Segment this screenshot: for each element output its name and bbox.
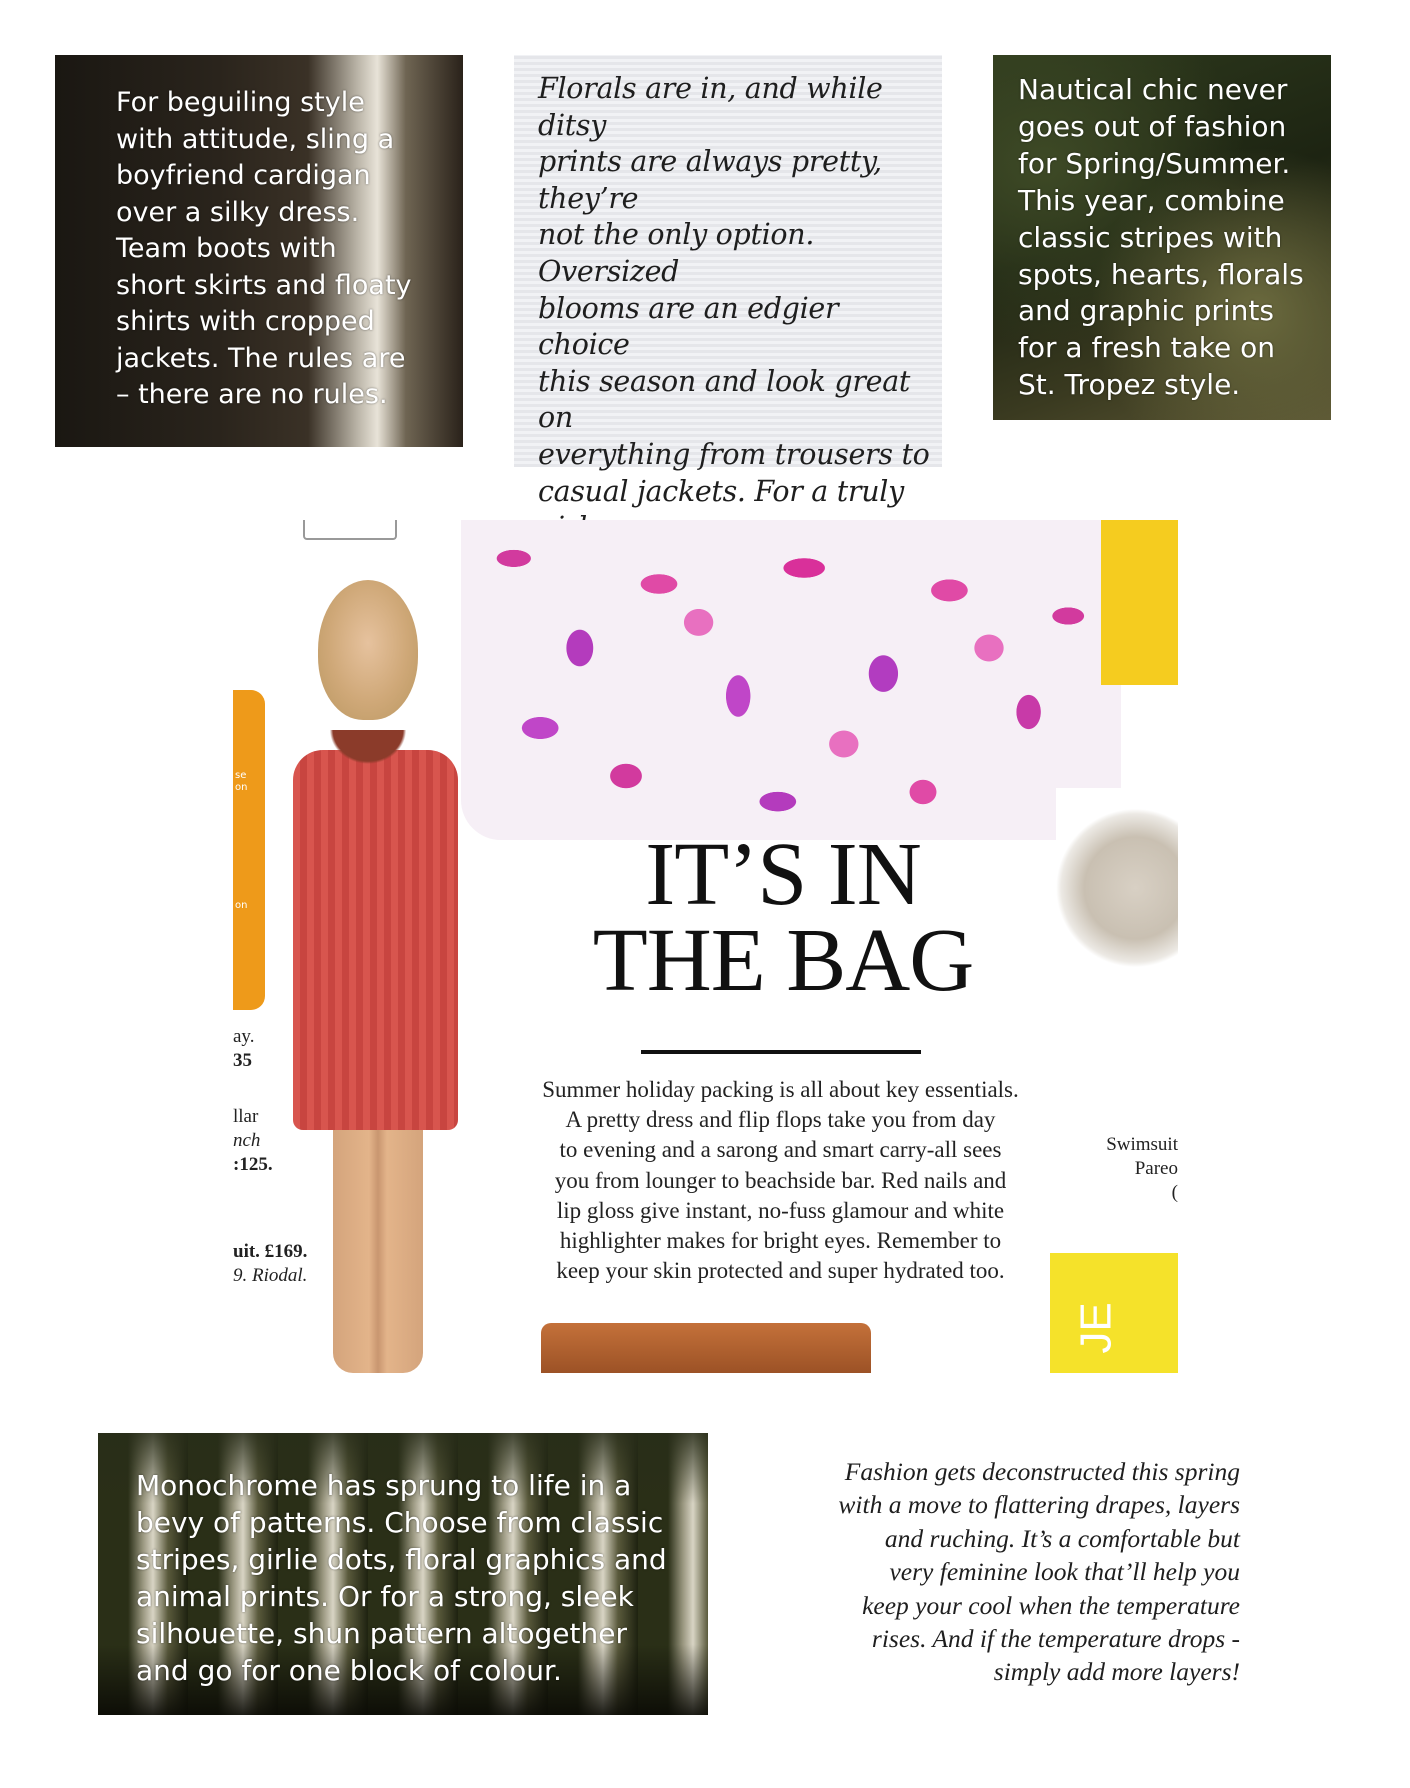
monochrome-text xyxy=(98,1433,708,1689)
text-line: shirts with cropped xyxy=(116,306,375,337)
caption-line: 9. Riodal. xyxy=(233,1265,308,1286)
text-line: St. Tropez style. xyxy=(1018,368,1241,402)
headline-line: IT’S IN xyxy=(645,825,921,924)
text-line: silhouette, shun pattern altogether xyxy=(136,1617,627,1650)
text-line: animal prints. Or for a strong, sleek xyxy=(136,1580,634,1613)
text-line: keep your cool when the temperature xyxy=(862,1590,1240,1620)
text-line: jackets. The rules are xyxy=(116,342,406,374)
floral-bag-image xyxy=(461,520,1121,840)
text-line: and graphic prints xyxy=(1018,294,1274,328)
right-caption xyxy=(1106,1133,1178,1205)
text-line: with a move to flattering drapes, layers xyxy=(838,1490,1240,1520)
text-line: highlighter makes for bright eyes. Remember to xyxy=(559,1228,1002,1254)
monochrome-panel xyxy=(98,1433,708,1715)
product-text: on xyxy=(235,900,248,911)
text-line: not the only option. Oversized xyxy=(538,218,815,288)
model-legs xyxy=(333,1125,423,1373)
text-line: A pretty dress and flip flops take you from day xyxy=(565,1107,996,1133)
text-line: – there are no rules. xyxy=(116,379,388,410)
text-line: with attitude, sling a xyxy=(116,123,395,155)
text-line: everything from trousers to xyxy=(538,437,930,471)
text-line: goes out of fashion xyxy=(1018,109,1287,143)
text-line: boyfriend cardigan xyxy=(116,160,371,191)
text-line: Nautical chic never xyxy=(1018,73,1288,106)
text-line: very feminine look that’ll help you xyxy=(889,1557,1240,1587)
title-divider xyxy=(641,1050,921,1054)
tube-label: JE xyxy=(1071,1302,1121,1354)
text-line: Summer holiday packing is all about key essentials. xyxy=(542,1077,1019,1102)
text-line: casual jackets. For a truly xyxy=(538,474,904,508)
nautical-text xyxy=(993,55,1331,404)
page-title xyxy=(533,825,1033,1010)
text-line: and ruching. It’s a comfortable but xyxy=(884,1523,1240,1553)
text-line: stripes, girlie dots, floral graphics and xyxy=(136,1543,667,1576)
standfirst-text xyxy=(503,1075,1058,1286)
text-line: blooms are an edgier choice xyxy=(538,291,839,362)
text-line: to evening and a sarong and smart carry-all sees xyxy=(559,1137,1002,1163)
text-line: lip gloss give instant, no-fuss glamour and white xyxy=(556,1197,1005,1223)
text-line: for a fresh take on xyxy=(1018,331,1276,365)
text-line: rises. And if the temperature drops - xyxy=(871,1624,1240,1654)
highlighter-compact-image xyxy=(1056,788,1178,988)
caption-line: :125. xyxy=(233,1154,273,1175)
caption-line: uit. £169. xyxy=(233,1241,308,1262)
caption-line: 35 xyxy=(233,1050,252,1071)
left-caption xyxy=(233,1025,254,1073)
caption-line: ( xyxy=(1171,1182,1178,1203)
text-line: simply add more layers! xyxy=(993,1657,1240,1687)
product-text: on xyxy=(235,782,248,793)
text-line: over a silky dress. xyxy=(116,196,360,228)
text-line: Florals are in, and while ditsy xyxy=(538,72,883,142)
caption-line: Swimsuit xyxy=(1106,1134,1178,1155)
text-line: Fashion gets deconstructed this spring xyxy=(844,1457,1240,1486)
text-line: and go for one block of colour. xyxy=(136,1654,562,1687)
text-line: keep your skin protected and super hydrated too. xyxy=(556,1258,1005,1284)
caption-line: ay. xyxy=(233,1026,255,1047)
headline-line: THE BAG xyxy=(592,911,974,1010)
orange-product-image xyxy=(233,690,265,1010)
text-line: spots, hearts, florals xyxy=(1018,257,1304,291)
its-in-the-bag-page xyxy=(233,520,1178,1373)
beaded-necklace xyxy=(323,730,413,770)
text-line: you from lounger to beachside bar. Red nails and xyxy=(554,1167,1007,1193)
left-caption xyxy=(233,1105,273,1177)
text-line: Monochrome has sprung to life in a xyxy=(136,1469,632,1502)
makeup-case-image xyxy=(541,1323,871,1373)
text-line: for Spring/Summer. xyxy=(1018,146,1291,180)
nautical-panel xyxy=(993,55,1331,420)
yellow-bag-image xyxy=(1101,520,1178,685)
caption-line: Pareo xyxy=(1134,1158,1178,1179)
text-line: This year, combine xyxy=(1018,183,1285,217)
deconstructed-panel xyxy=(790,1455,1240,1715)
product-text: se xyxy=(235,770,247,781)
model-head xyxy=(318,580,418,720)
caption-line: llar xyxy=(233,1106,259,1127)
text-line: prints are always pretty, they’re xyxy=(538,145,882,215)
text-line: this season and look great on xyxy=(538,364,911,435)
text-line: classic stripes with xyxy=(1018,220,1283,254)
striped-dress xyxy=(293,750,458,1130)
text-line: bevy of patterns. Choose from classic xyxy=(136,1506,664,1539)
text-line: For beguiling style xyxy=(116,87,365,118)
left-caption xyxy=(233,1240,307,1288)
cardigan-style-text xyxy=(55,55,463,414)
florals-panel xyxy=(514,55,942,508)
cardigan-style-panel xyxy=(55,55,463,447)
bottle-cap-image xyxy=(303,520,397,540)
caption-line: nch xyxy=(233,1130,261,1151)
text-line: Team boots with xyxy=(116,233,337,264)
text-line: short skirts and floaty xyxy=(116,269,412,301)
deconstructed-text xyxy=(790,1455,1240,1689)
